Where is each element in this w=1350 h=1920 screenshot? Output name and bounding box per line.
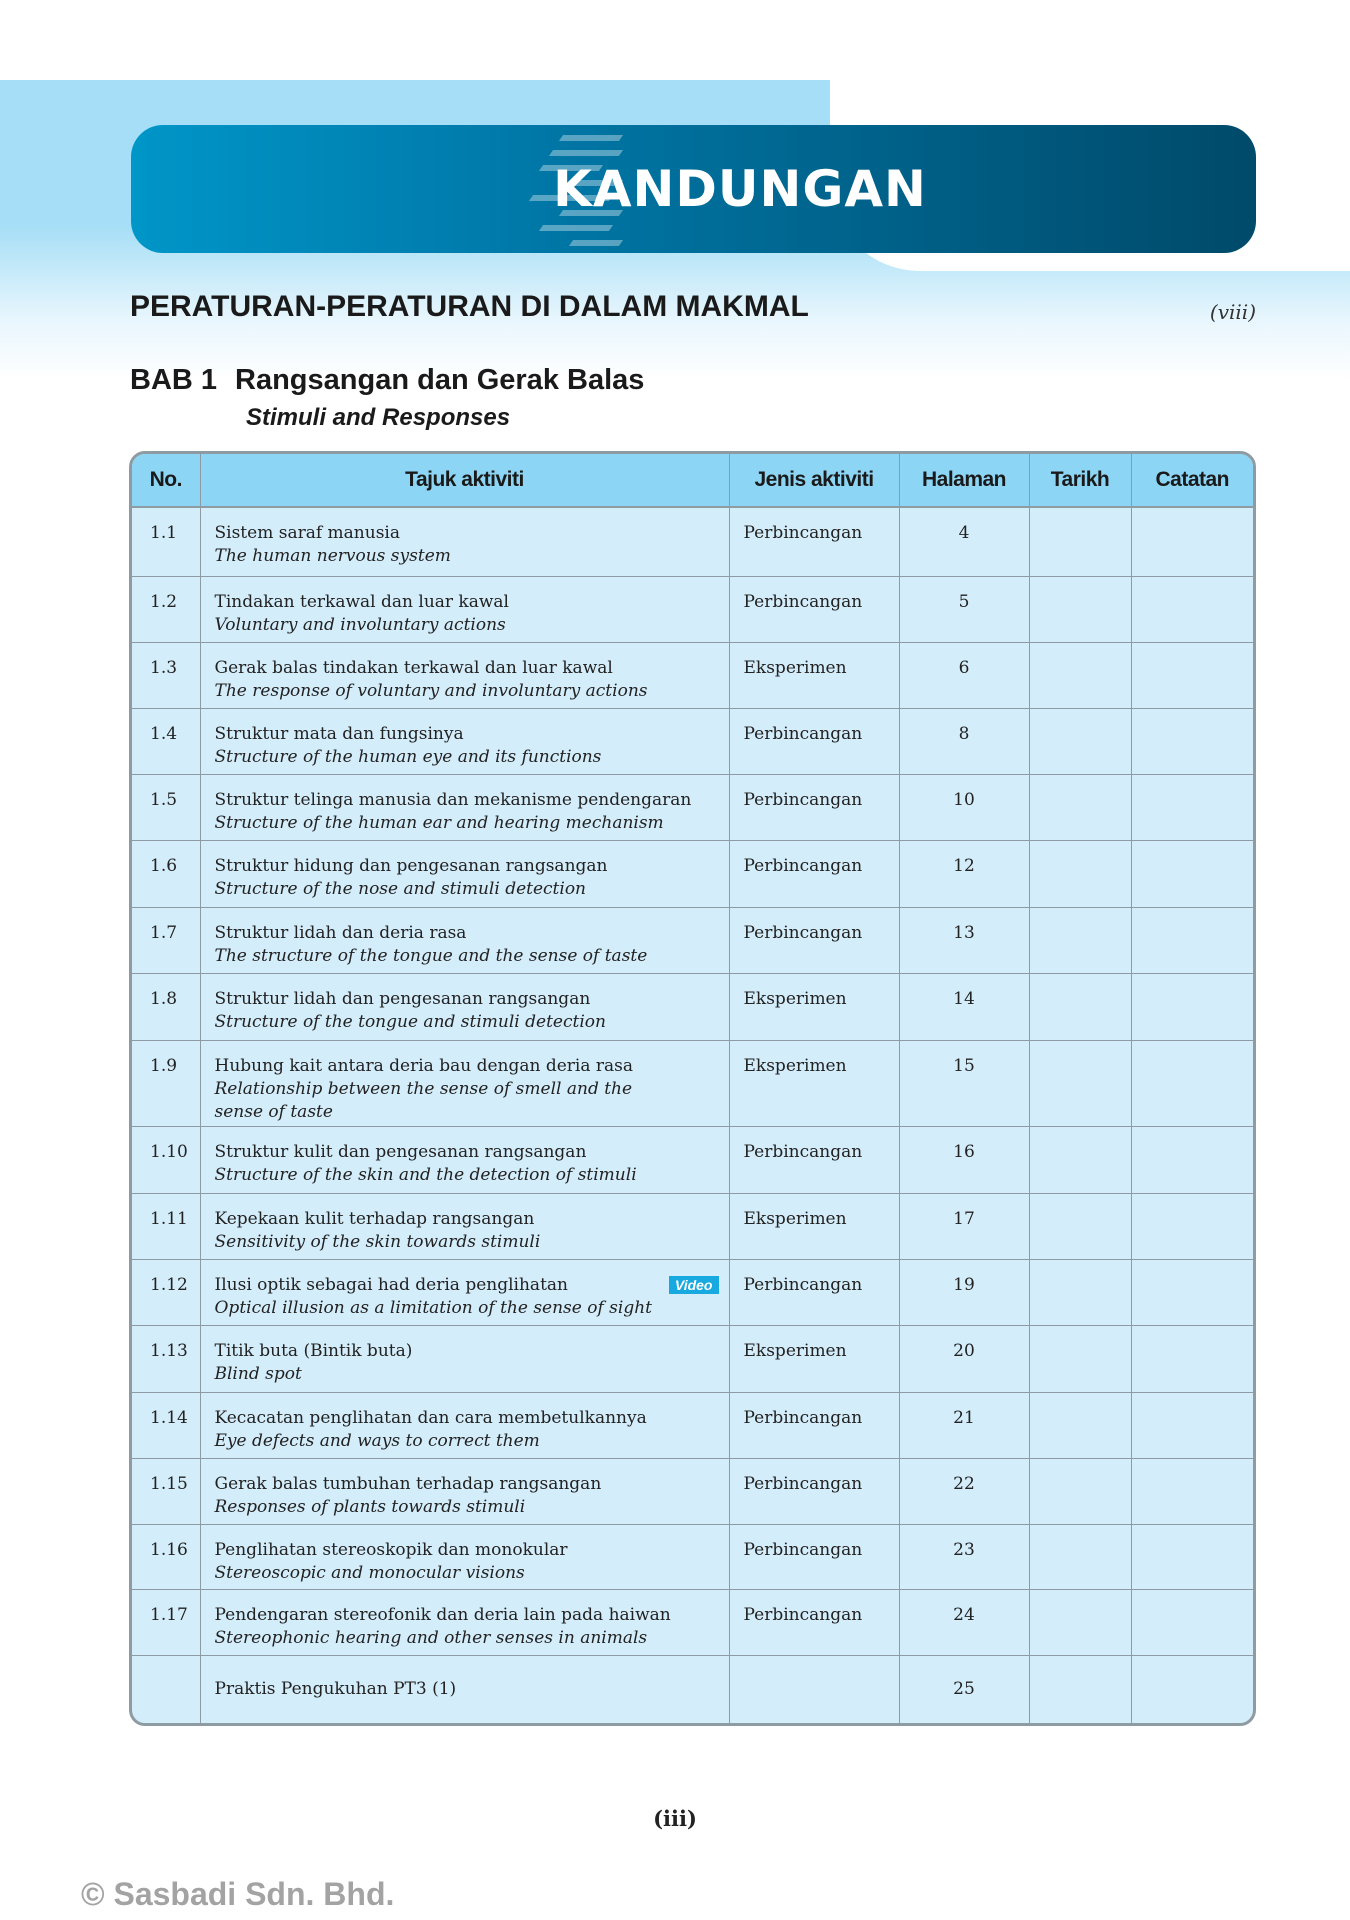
activity-number: 1.12 bbox=[132, 1259, 200, 1325]
activity-title-cell bbox=[200, 1193, 729, 1259]
table-row bbox=[132, 1259, 1253, 1325]
activity-date-cell[interactable] bbox=[1029, 840, 1131, 907]
table-row bbox=[132, 1392, 1253, 1458]
chapter-number: BAB 1 bbox=[130, 364, 218, 396]
activity-page: 21 bbox=[899, 1392, 1029, 1458]
activity-number: 1.2 bbox=[132, 576, 200, 642]
activity-number: 1.16 bbox=[132, 1524, 200, 1589]
activity-title: Kecacatan penglihatan dan cara membetulkannya bbox=[214, 1407, 647, 1428]
activity-page: 25 bbox=[899, 1655, 1029, 1723]
activity-type: Perbincangan bbox=[729, 840, 899, 907]
activity-number: 1.5 bbox=[132, 774, 200, 840]
header-notes: Catatan bbox=[1131, 454, 1253, 507]
activity-title: Struktur kulit dan pengesanan rangsangan bbox=[214, 1141, 587, 1162]
chapter-title: Rangsangan dan Gerak Balas bbox=[235, 364, 645, 396]
activity-date-cell[interactable] bbox=[1029, 907, 1131, 973]
activity-date-cell[interactable] bbox=[1029, 1259, 1131, 1325]
activity-title-cell bbox=[200, 708, 729, 774]
activity-title-english: Stereoscopic and monocular visions bbox=[214, 1562, 525, 1583]
chapter-heading bbox=[130, 364, 644, 397]
activity-type: Perbincangan bbox=[729, 1458, 899, 1524]
activity-date-cell[interactable] bbox=[1029, 576, 1131, 642]
page-number: (iii) bbox=[653, 1806, 697, 1831]
activity-notes-cell[interactable] bbox=[1131, 1589, 1253, 1655]
activity-type: Perbincangan bbox=[729, 576, 899, 642]
page-title: KANDUNGAN bbox=[553, 160, 927, 218]
activity-notes-cell[interactable] bbox=[1131, 708, 1253, 774]
activity-title-cell bbox=[200, 973, 729, 1040]
activity-title-english: Optical illusion as a limitation of the sense of sight bbox=[214, 1297, 653, 1318]
activity-title-cell bbox=[200, 576, 729, 642]
activity-title-cell bbox=[200, 1655, 729, 1723]
activity-notes-cell[interactable] bbox=[1131, 1524, 1253, 1589]
activity-title-english: The response of voluntary and involuntary actions bbox=[214, 680, 648, 701]
header-page: Halaman bbox=[899, 454, 1029, 507]
activity-notes-cell[interactable] bbox=[1131, 576, 1253, 642]
activity-number: 1.7 bbox=[132, 907, 200, 973]
activity-date-cell[interactable] bbox=[1029, 1126, 1131, 1193]
table-row bbox=[132, 642, 1253, 708]
activity-number bbox=[132, 1655, 200, 1723]
rules-heading: PERATURAN-PERATURAN DI DALAM MAKMAL bbox=[130, 290, 809, 323]
activity-page: 5 bbox=[899, 576, 1029, 642]
activity-notes-cell[interactable] bbox=[1131, 1392, 1253, 1458]
table-row bbox=[132, 840, 1253, 907]
activity-date-cell[interactable] bbox=[1029, 774, 1131, 840]
activity-title-english: Responses of plants towards stimuli bbox=[214, 1496, 526, 1517]
activities-table bbox=[129, 451, 1256, 1726]
activity-date-cell[interactable] bbox=[1029, 507, 1131, 576]
activity-page: 20 bbox=[899, 1325, 1029, 1392]
activity-notes-cell[interactable] bbox=[1131, 642, 1253, 708]
activity-title-english: The structure of the tongue and the sense of taste bbox=[214, 945, 648, 966]
activity-page: 13 bbox=[899, 907, 1029, 973]
activity-title-english: Structure of the human ear and hearing mechanism bbox=[214, 812, 664, 833]
chapter-title-english: Stimuli and Responses bbox=[246, 404, 511, 431]
activity-number: 1.17 bbox=[132, 1589, 200, 1655]
activity-page: 19 bbox=[899, 1259, 1029, 1325]
rules-page-number: (viii) bbox=[1209, 300, 1256, 324]
activity-type: Perbincangan bbox=[729, 708, 899, 774]
activity-title-english: Structure of the human eye and its functions bbox=[214, 746, 602, 767]
activity-title-english: Eye defects and ways to correct them bbox=[214, 1430, 540, 1451]
activity-title: Tindakan terkawal dan luar kawal bbox=[214, 591, 509, 612]
table-row bbox=[132, 1655, 1253, 1723]
activity-number: 1.4 bbox=[132, 708, 200, 774]
activity-notes-cell[interactable] bbox=[1131, 507, 1253, 576]
activity-title: Struktur hidung dan pengesanan rangsangan bbox=[214, 855, 608, 876]
activity-notes-cell[interactable] bbox=[1131, 1126, 1253, 1193]
activity-notes-cell[interactable] bbox=[1131, 1458, 1253, 1524]
activity-title: Struktur telinga manusia dan mekanisme pendengaran bbox=[214, 789, 692, 810]
activity-date-cell[interactable] bbox=[1029, 973, 1131, 1040]
activity-date-cell[interactable] bbox=[1029, 1325, 1131, 1392]
activity-page: 6 bbox=[899, 642, 1029, 708]
activity-number: 1.1 bbox=[132, 507, 200, 576]
activity-number: 1.6 bbox=[132, 840, 200, 907]
activity-title-cell bbox=[200, 907, 729, 973]
activity-title: Hubung kait antara deria bau dengan deria rasa bbox=[214, 1055, 634, 1076]
activity-title-cell bbox=[200, 1259, 729, 1325]
activity-page: 8 bbox=[899, 708, 1029, 774]
activity-title-english: Structure of the nose and stimuli detection bbox=[214, 878, 587, 899]
activity-title: Gerak balas tumbuhan terhadap rangsangan bbox=[214, 1473, 602, 1494]
activity-date-cell[interactable] bbox=[1029, 708, 1131, 774]
activity-number: 1.8 bbox=[132, 973, 200, 1040]
activity-title: Penglihatan stereoskopik dan monokular bbox=[214, 1539, 568, 1560]
activity-date-cell[interactable] bbox=[1029, 1524, 1131, 1589]
activity-date-cell[interactable] bbox=[1029, 1392, 1131, 1458]
activity-title-english: Structure of the tongue and stimuli detection bbox=[214, 1011, 606, 1032]
table-row bbox=[132, 1040, 1253, 1126]
activity-title-cell bbox=[200, 1589, 729, 1655]
table-row bbox=[132, 973, 1253, 1040]
activity-date-cell[interactable] bbox=[1029, 1040, 1131, 1126]
copyright-watermark: © Sasbadi Sdn. Bhd. bbox=[81, 1876, 395, 1912]
activity-page: 17 bbox=[899, 1193, 1029, 1259]
activity-notes-cell[interactable] bbox=[1131, 1325, 1253, 1392]
header-no: No. bbox=[132, 454, 200, 507]
table-row bbox=[132, 1524, 1253, 1589]
activity-title: Struktur lidah dan deria rasa bbox=[214, 922, 467, 943]
header-title: Tajuk aktiviti bbox=[200, 454, 729, 507]
activity-date-cell[interactable] bbox=[1029, 1193, 1131, 1259]
table-row bbox=[132, 708, 1253, 774]
table-row bbox=[132, 907, 1253, 973]
header-type: Jenis aktiviti bbox=[729, 454, 899, 507]
activity-date-cell[interactable] bbox=[1029, 642, 1131, 708]
activity-type: Eksperimen bbox=[729, 1040, 899, 1126]
activity-type: Perbincangan bbox=[729, 1392, 899, 1458]
activity-type: Eksperimen bbox=[729, 642, 899, 708]
activity-title: Gerak balas tindakan terkawal dan luar kawal bbox=[214, 657, 613, 678]
activity-title-cell bbox=[200, 1458, 729, 1524]
activity-title: Sistem saraf manusia bbox=[214, 523, 400, 543]
activity-title: Titik buta (Bintik buta) bbox=[214, 1340, 413, 1361]
activity-title-cell bbox=[200, 1126, 729, 1193]
activity-title-english: Structure of the skin and the detection of stimuli bbox=[214, 1164, 637, 1185]
activity-notes-cell[interactable] bbox=[1131, 840, 1253, 907]
table-row bbox=[132, 507, 1253, 576]
activity-number: 1.10 bbox=[132, 1126, 200, 1193]
activity-page: 4 bbox=[899, 507, 1029, 576]
activity-title: Pendengaran stereofonik dan deria lain pada haiwan bbox=[214, 1604, 671, 1625]
table-row bbox=[132, 1193, 1253, 1259]
header-date: Tarikh bbox=[1029, 454, 1131, 507]
activity-title: Ilusi optik sebagai had deria penglihatan bbox=[214, 1274, 568, 1295]
activity-number: 1.13 bbox=[132, 1325, 200, 1392]
activity-type: Eksperimen bbox=[729, 1325, 899, 1392]
activity-title-cell bbox=[200, 1392, 729, 1458]
activity-type: Perbincangan bbox=[729, 1259, 899, 1325]
activity-notes-cell[interactable] bbox=[1131, 774, 1253, 840]
activity-type: Perbincangan bbox=[729, 507, 899, 576]
activity-type: Perbincangan bbox=[729, 907, 899, 973]
activity-number: 1.15 bbox=[132, 1458, 200, 1524]
activity-page: 24 bbox=[899, 1589, 1029, 1655]
activity-notes-cell[interactable] bbox=[1131, 907, 1253, 973]
activity-page: 10 bbox=[899, 774, 1029, 840]
table-row bbox=[132, 1458, 1253, 1524]
activity-title-cell bbox=[200, 774, 729, 840]
activity-page: 23 bbox=[899, 1524, 1029, 1589]
activity-type: Eksperimen bbox=[729, 1193, 899, 1259]
activity-page: 15 bbox=[899, 1040, 1029, 1126]
activity-page: 22 bbox=[899, 1458, 1029, 1524]
activity-type: Perbincangan bbox=[729, 774, 899, 840]
activity-number: 1.14 bbox=[132, 1392, 200, 1458]
activity-number: 1.11 bbox=[132, 1193, 200, 1259]
activity-title: Praktis Pengukuhan PT3 (1) bbox=[214, 1678, 457, 1699]
activity-number: 1.9 bbox=[132, 1040, 200, 1126]
activity-number: 1.3 bbox=[132, 642, 200, 708]
table-row bbox=[132, 774, 1253, 840]
activity-page: 14 bbox=[899, 973, 1029, 1040]
activity-date-cell[interactable] bbox=[1029, 1458, 1131, 1524]
activity-title: Kepekaan kulit terhadap rangsangan bbox=[214, 1208, 535, 1229]
activity-title-english: Relationship between the sense of smell and the sense of taste bbox=[214, 1078, 633, 1122]
activity-title: Struktur lidah dan pengesanan rangsangan bbox=[214, 988, 591, 1009]
activity-notes-cell[interactable] bbox=[1131, 973, 1253, 1040]
activity-notes-cell[interactable] bbox=[1131, 1655, 1253, 1723]
activity-notes-cell[interactable] bbox=[1131, 1259, 1253, 1325]
activity-title-cell bbox=[200, 1040, 729, 1126]
activity-title-cell bbox=[200, 1524, 729, 1589]
activity-title-cell bbox=[200, 840, 729, 907]
activity-page: 16 bbox=[899, 1126, 1029, 1193]
activity-title-cell bbox=[200, 642, 729, 708]
activity-title-english: Sensitivity of the skin towards stimuli bbox=[214, 1231, 541, 1252]
activity-type: Eksperimen bbox=[729, 973, 899, 1040]
activity-title-cell bbox=[200, 507, 729, 576]
activity-date-cell[interactable] bbox=[1029, 1589, 1131, 1655]
activity-type: Perbincangan bbox=[729, 1524, 899, 1589]
activity-type: Perbincangan bbox=[729, 1589, 899, 1655]
activity-title-cell bbox=[200, 1325, 729, 1392]
table-row bbox=[132, 576, 1253, 642]
table-row bbox=[132, 1325, 1253, 1392]
activity-type: Perbincangan bbox=[729, 1126, 899, 1193]
video-badge[interactable]: Video bbox=[669, 1276, 719, 1294]
activity-date-cell[interactable] bbox=[1029, 1655, 1131, 1723]
activity-title-english: Stereophonic hearing and other senses in animals bbox=[214, 1627, 648, 1648]
activity-notes-cell[interactable] bbox=[1131, 1040, 1253, 1126]
table-header-row bbox=[132, 454, 1253, 507]
activity-title-english: The human nervous system bbox=[214, 546, 451, 566]
activity-title: Struktur mata dan fungsinya bbox=[214, 723, 464, 744]
table-row bbox=[132, 1126, 1253, 1193]
activity-title-english: Voluntary and involuntary actions bbox=[214, 614, 506, 635]
activity-page: 12 bbox=[899, 840, 1029, 907]
activity-notes-cell[interactable] bbox=[1131, 1193, 1253, 1259]
table-row bbox=[132, 1589, 1253, 1655]
activity-type bbox=[729, 1655, 899, 1723]
activity-title-english: Blind spot bbox=[214, 1363, 302, 1384]
